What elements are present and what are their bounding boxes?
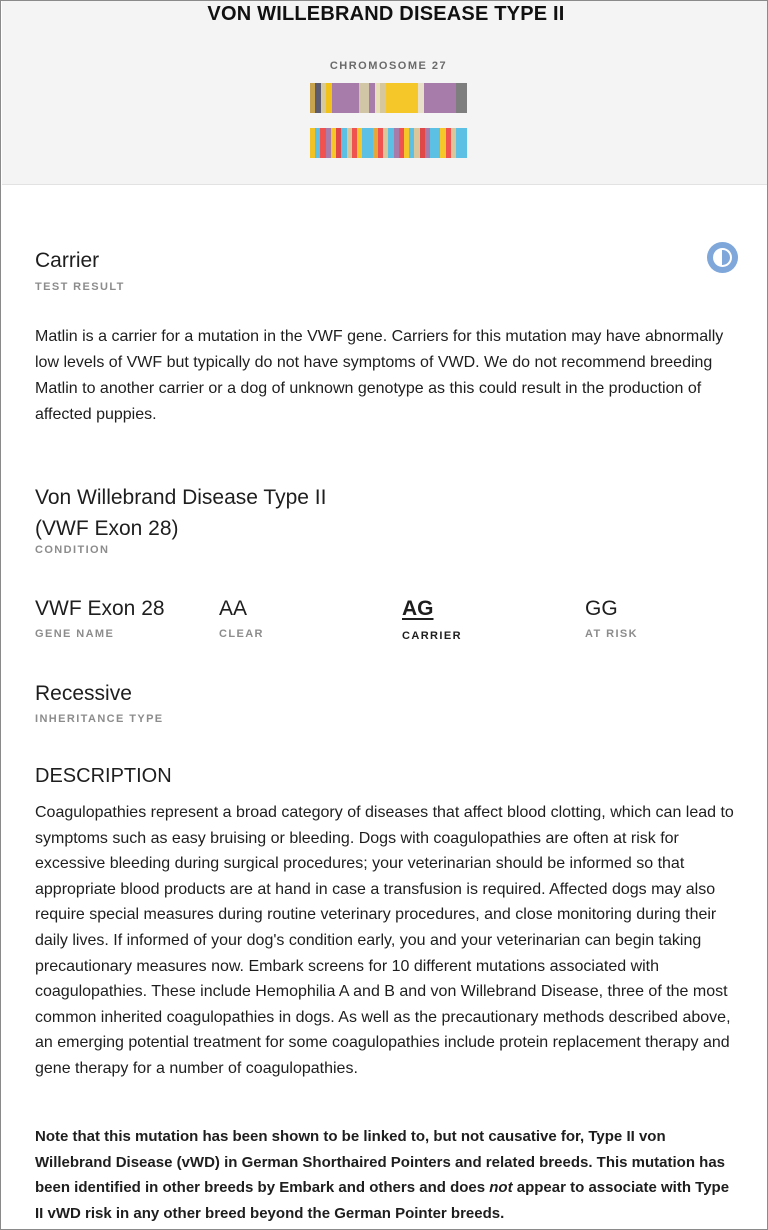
gene-name-label: GENE NAME (35, 628, 115, 640)
note-text-2: appear to associate with Type II vWD risk in any other breed beyond the German Pointer breeds. (35, 1179, 730, 1222)
condition-name-line1: Von Willebrand Disease Type II (35, 486, 327, 509)
genotype-carrier-label: CARRIER (402, 630, 462, 642)
chromosome-segment (461, 83, 466, 113)
condition-name-line2: (VWF Exon 28) (35, 517, 179, 540)
chromosome-header (2, 1, 767, 185)
test-result-value: Carrier (35, 249, 100, 272)
condition-label: CONDITION (35, 544, 110, 556)
page-title: VON WILLEBRAND DISEASE TYPE II (207, 3, 565, 25)
description-heading: DESCRIPTION (35, 765, 172, 787)
genotype-clear-value: AA (219, 597, 248, 620)
inheritance-label: INHERITANCE TYPE (35, 713, 164, 725)
genotype-risk-label: AT RISK (585, 628, 638, 640)
genotype-risk-value: GG (585, 597, 618, 620)
inheritance-value: Recessive (35, 682, 132, 705)
chromosome-label: CHROMOSOME 27 (329, 60, 448, 72)
chromosome-band-top (310, 83, 467, 113)
note-emphasis: not (489, 1179, 513, 1197)
description-body: Coagulopathies represent a broad category of diseases that affect blood clotting, which can lead to symptoms such as easy bruising or bleeding. Dogs with coagulopathies are often at risk for excessive bleeding during surgical procedures; your veterinarian should be informed so that appropriate blood products are at hand in case a transfusion is required. Affected dogs may also require special measures during routine veterinary procedures, and close monitoring during their daily lives. If informed of your dog's condition early, you and your veterinarian can begin taking precautionary measures now. Embark screens for 10 different mutations associated with coagulopathies. These include Hemophilia A and B and von Willebrand Disease, three of the most common inherited coagulopathies in dogs. As well as the precautionary methods described above, an emerging potential treatment for some coagulopathies include protein replacement therapy and gene therapy for a number of coagulopathies. (35, 804, 734, 1077)
condition-name (35, 482, 326, 544)
gene-name-value: VWF Exon 28 (35, 597, 165, 620)
description-note (35, 1124, 735, 1226)
result-summary: Matlin is a carrier for a mutation in the VWF gene. Carriers for this mutation may have abnormally low levels of VWF but typically do not have symptoms of VWD. We do not recommend breeding Matlin to another carrier or a dog of unknown genotype as this could result in the production of affected puppies. (35, 328, 724, 423)
half-circle-icon (707, 242, 738, 273)
chromosome-band-bottom (310, 128, 467, 158)
chromosome-segment (461, 128, 466, 158)
test-result-label: TEST RESULT (35, 281, 125, 293)
genotype-carrier-value: AG (402, 597, 434, 620)
genotype-clear-label: CLEAR (219, 628, 264, 640)
note-text-1: Note that this mutation has been shown to be linked to, but not causative for, Type II von Willebrand Disease (vWD) in German Shorthaired Pointers and related breeds. This mutation has been identified in other breeds by Embark and others and does (35, 1128, 726, 1197)
